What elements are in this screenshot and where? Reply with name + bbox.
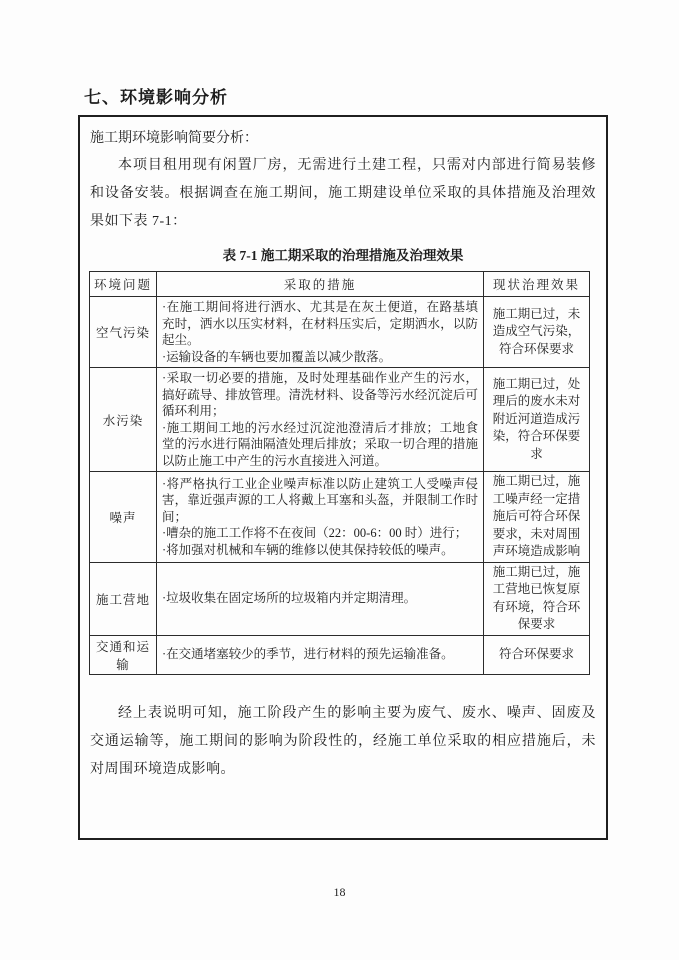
- header-environment-issue: 环境问题: [90, 272, 157, 297]
- treatment-table: [89, 271, 590, 675]
- table-row: [90, 368, 590, 472]
- table-row: [90, 562, 590, 635]
- conclusion-paragraph: 经上表说明可知，施工阶段产生的影响主要为废气、废水、噪声、固废及交通运输等，施工期间的影响为阶段性的，经施工单位采取的相应措施后，未对周围环境造成影响。: [90, 705, 596, 777]
- treatment-table-body: [90, 297, 590, 675]
- section-title: 七、环境影响分析: [84, 88, 228, 107]
- table-row: [90, 635, 590, 674]
- table-row: [90, 472, 590, 563]
- effect-cell: 施工期已过，处理后的废水未对附近河道造成污染，符合环保要求: [484, 368, 590, 472]
- measure-item: ·在交通堵塞较少的季节，进行材料的预先运输准备。: [162, 647, 454, 662]
- measures-cell: [157, 368, 484, 472]
- page-number: 18: [333, 885, 346, 899]
- measure-item: ·施工期间工地的污水经过沉淀池澄清后才排放；工地食堂的污水进行隔油隔渣处理后排放；采取一切合理的措施以防止施工中产生的污水直接进入河道。: [162, 420, 478, 468]
- measure-item: ·垃圾收集在固定场所的垃圾箱内并定期清理。: [162, 591, 417, 606]
- table-header-row: [90, 272, 590, 297]
- measures-cell: [157, 562, 484, 635]
- measure-item: ·将严格执行工业企业噪声标准以防止建筑工人受噪声侵害，靠近强声源的工人将戴上耳塞和头盔，并限制工作时间；: [162, 476, 478, 524]
- effect-cell: 施工期已过，施工噪声经一定措施后可符合环保要求，未对周围声环境造成影响: [484, 472, 590, 563]
- measure-item: ·运输设备的车辆也要加覆盖以减少散落。: [162, 349, 392, 364]
- effect-cell: 符合环保要求: [484, 635, 590, 674]
- measures-cell: [157, 472, 484, 563]
- measure-item: ·采取一切必要的措施，及时处理基础作业产生的污水，搞好疏导、排放管理。清洗材料、设备等污水经沉淀后可循环利用；: [162, 371, 478, 418]
- measures-cell: [157, 635, 484, 674]
- intro-paragraph: 本项目租用现有闲置厂房，无需进行土建工程，只需对内部进行简易装修和设备安装。根据调查在施工期间，施工期建设单位采取的具体措施及治理效果如下表 7-1：: [90, 158, 596, 229]
- table-caption: 表 7-1 施工期采取的治理措施及治理效果: [222, 248, 464, 263]
- header-current-effect: 现状治理效果: [484, 272, 590, 297]
- issue-cell: 噪声: [90, 472, 157, 563]
- intro-heading: 施工期环境影响简要分析：: [90, 131, 258, 146]
- issue-cell: 交通和运输: [90, 635, 157, 674]
- issue-cell: 空气污染: [90, 297, 157, 368]
- effect-cell: 施工期已过，未造成空气污染，符合环保要求: [484, 297, 590, 368]
- effect-cell: 施工期已过，施工营地已恢复原有环境，符合环保要求: [484, 562, 590, 635]
- measure-item: ·嘈杂的施工工作将不在夜间（22：00-6：00 时）进行；: [162, 526, 468, 540]
- issue-cell: 施工营地: [90, 562, 157, 635]
- header-measures-taken: 采取的措施: [157, 272, 484, 297]
- issue-cell: 水污染: [90, 368, 157, 472]
- content-box: [78, 115, 608, 840]
- measure-item: ·在施工期间将进行洒水、尤其是在灰土便道，在路基填充时，洒水以压实材料，在材料压实后，定期洒水，以防起尘。: [162, 300, 478, 347]
- measure-item: ·将加强对机械和车辆的维修以使其保持较低的噪声。: [162, 542, 454, 557]
- measures-cell: [157, 297, 484, 368]
- table-row: [90, 297, 590, 368]
